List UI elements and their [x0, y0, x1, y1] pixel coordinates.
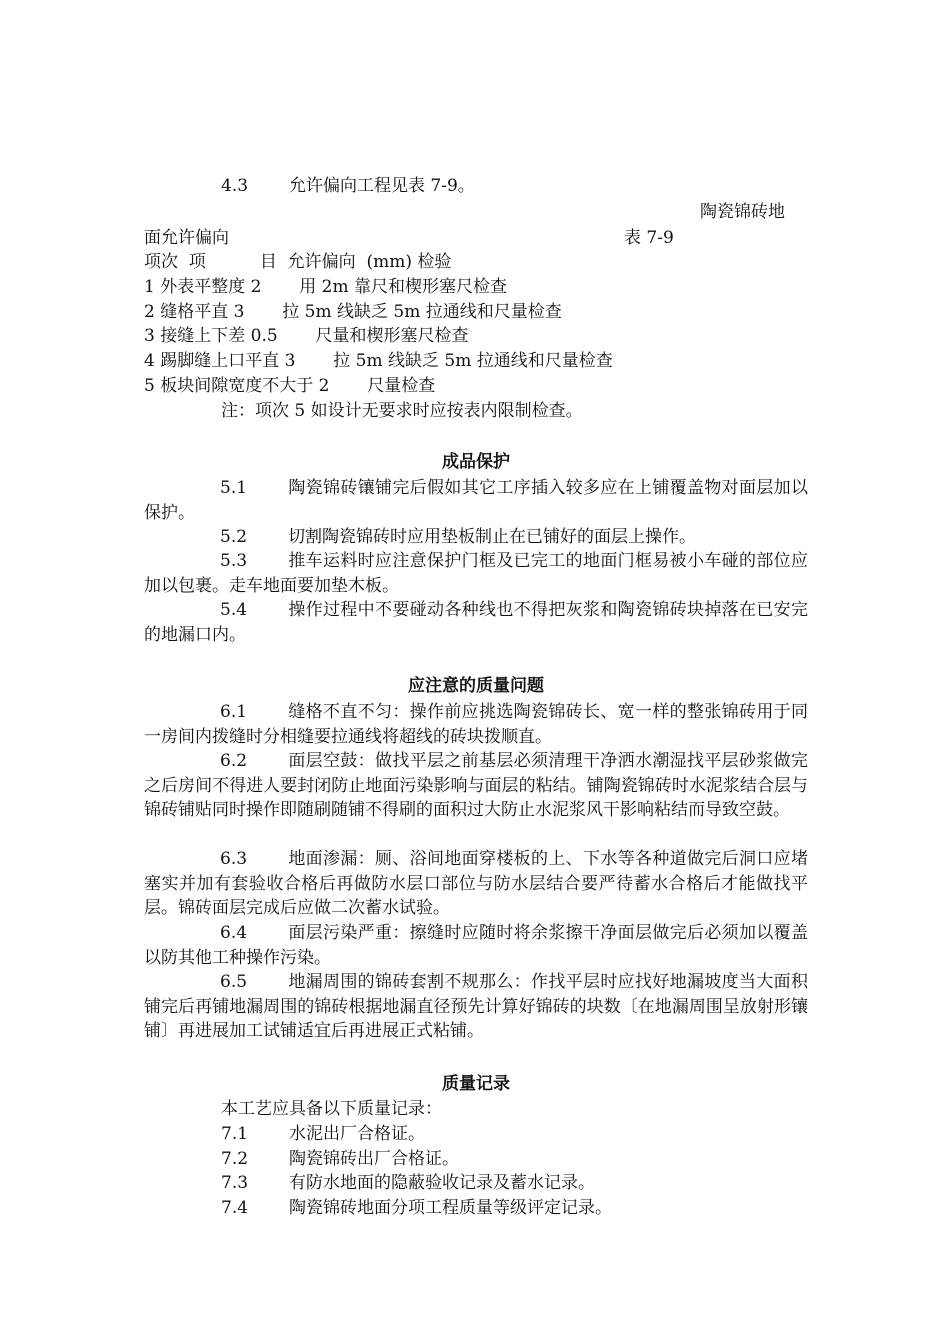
table-row: 3 接缝上下差 0.5 尺量和楔形塞尺检查 [144, 326, 469, 346]
item-number: 5.2 [220, 527, 248, 547]
item-text: 操作过程中不要碰动各种线也不得把灰浆和陶瓷锦砖块掉落在已安完的地漏口内。 [144, 600, 808, 645]
table-row: 5 板块间隙宽度不大于 2 尺量检查 [144, 376, 436, 396]
item-text: 水泥出厂合格证。 [289, 1124, 425, 1144]
item-text: 地面渗漏：厕、浴间地面穿楼板的上、下水等各种道做完后洞口应堵塞实并加有套验收合格后再做防水层口部位与防水层结合要严待蓄水合格后才能做找平层。锦砖面层完成后应做二次蓄水试验。 [144, 849, 808, 918]
paragraph-6-3 [144, 847, 808, 921]
item-text: 陶瓷锦砖镶铺完后假如其它工序插入较多应在上铺覆盖物对面层加以保护。 [144, 478, 808, 523]
paragraph-5-2 [144, 525, 808, 550]
record-item [221, 1147, 459, 1171]
item-number: 5.4 [220, 600, 248, 620]
record-item [221, 1171, 595, 1195]
item-number: 6.3 [220, 849, 248, 869]
records-intro: 本工艺应具备以下质量记录： [221, 1099, 442, 1119]
item-number: 6.2 [220, 751, 248, 771]
table-row: 2 缝格平直 3 拉 5m 线缺乏 5m 拉通线和尺量检查 [144, 302, 562, 322]
item-text: 陶瓷锦砖地面分项工程质量等级评定记录。 [289, 1198, 612, 1218]
item-number: 4.3 [221, 176, 249, 196]
section-heading: 应注意的质量问题 [408, 676, 544, 696]
section-heading: 质量记录 [442, 1074, 510, 1094]
table-caption-left: 面允许偏向 [144, 228, 229, 248]
item-number: 7.2 [221, 1149, 249, 1169]
item-number: 5.1 [220, 478, 248, 498]
record-item [221, 1196, 612, 1220]
paragraph-5-4 [144, 598, 808, 647]
item-text: 切割陶瓷锦砖时应用垫板制止在已铺好的面层上操作。 [288, 527, 696, 547]
table-note: 注：项次 5 如设计无要求时应按表内限制检查。 [221, 401, 583, 421]
item-4-3 [221, 174, 475, 198]
paragraph-6-2 [144, 749, 808, 823]
item-number: 7.3 [221, 1173, 249, 1193]
item-text: 地漏周围的锦砖套割不规那么：作找平层时应找好地漏坡度当大面积铺完后再铺地漏周围的锦砖根据地漏直径预先计算好锦砖的块数〔在地漏周围呈放射形镶铺〕再进展加工试铺适宜后再进展正式粘铺。 [144, 972, 808, 1041]
paragraph-6-4 [144, 921, 808, 970]
item-text: 缝格不直不匀：操作前应挑选陶瓷锦砖长、宽一样的整张锦砖用于同一房间内拨缝时分相缝要拉通线将超线的砖块拨顺直。 [144, 702, 808, 747]
item-number: 5.3 [220, 551, 248, 571]
paragraph-5-1 [144, 476, 808, 525]
table-row: 1 外表平整度 2 用 2m 靠尺和楔形塞尺检查 [144, 277, 508, 297]
table-number: 表 7-9 [624, 228, 674, 248]
paragraph-6-1 [144, 700, 808, 749]
item-text: 陶瓷锦砖出厂合格证。 [289, 1149, 459, 1169]
item-number: 6.1 [220, 702, 248, 722]
paragraph-6-5 [144, 970, 808, 1044]
item-number: 6.4 [220, 923, 248, 943]
item-number: 7.1 [221, 1124, 249, 1144]
item-text: 允许偏向工程见表 7-9。 [289, 176, 475, 196]
table-header: 项次 项 目 允许偏向 (mm) 检验 [144, 252, 452, 272]
item-text: 推车运料时应注意保护门框及已完工的地面门框易被小车碰的部位应加以包裹。走车地面要加垫木板。 [144, 551, 808, 596]
record-item [221, 1122, 425, 1146]
paragraph-5-3 [144, 549, 808, 598]
table-row: 4 踢脚缝上口平直 3 拉 5m 线缺乏 5m 拉通线和尺量检查 [144, 351, 613, 371]
item-number: 6.5 [220, 972, 248, 992]
section-heading: 成品保护 [442, 452, 510, 472]
item-text: 面层空鼓：做找平层之前基层必须清理干净洒水潮湿找平层砂浆做完之后房间不得进人要封闭防止地面污染影响与面层的粘结。铺陶瓷锦砖时水泥浆结合层与锦砖铺贴同时操作即随刷随铺不得刷的面积过大防止水泥浆风干影响粘结而导致空鼓。 [144, 751, 808, 820]
item-text: 面层污染严重：擦缝时应随时将余浆擦干净面层做完后必须加以覆盖以防其他工种操作污染。 [144, 923, 808, 968]
item-text: 有防水地面的隐蔽验收记录及蓄水记录。 [289, 1173, 595, 1193]
table-caption-right: 陶瓷锦砖地 [700, 202, 785, 222]
item-number: 7.4 [221, 1198, 249, 1218]
